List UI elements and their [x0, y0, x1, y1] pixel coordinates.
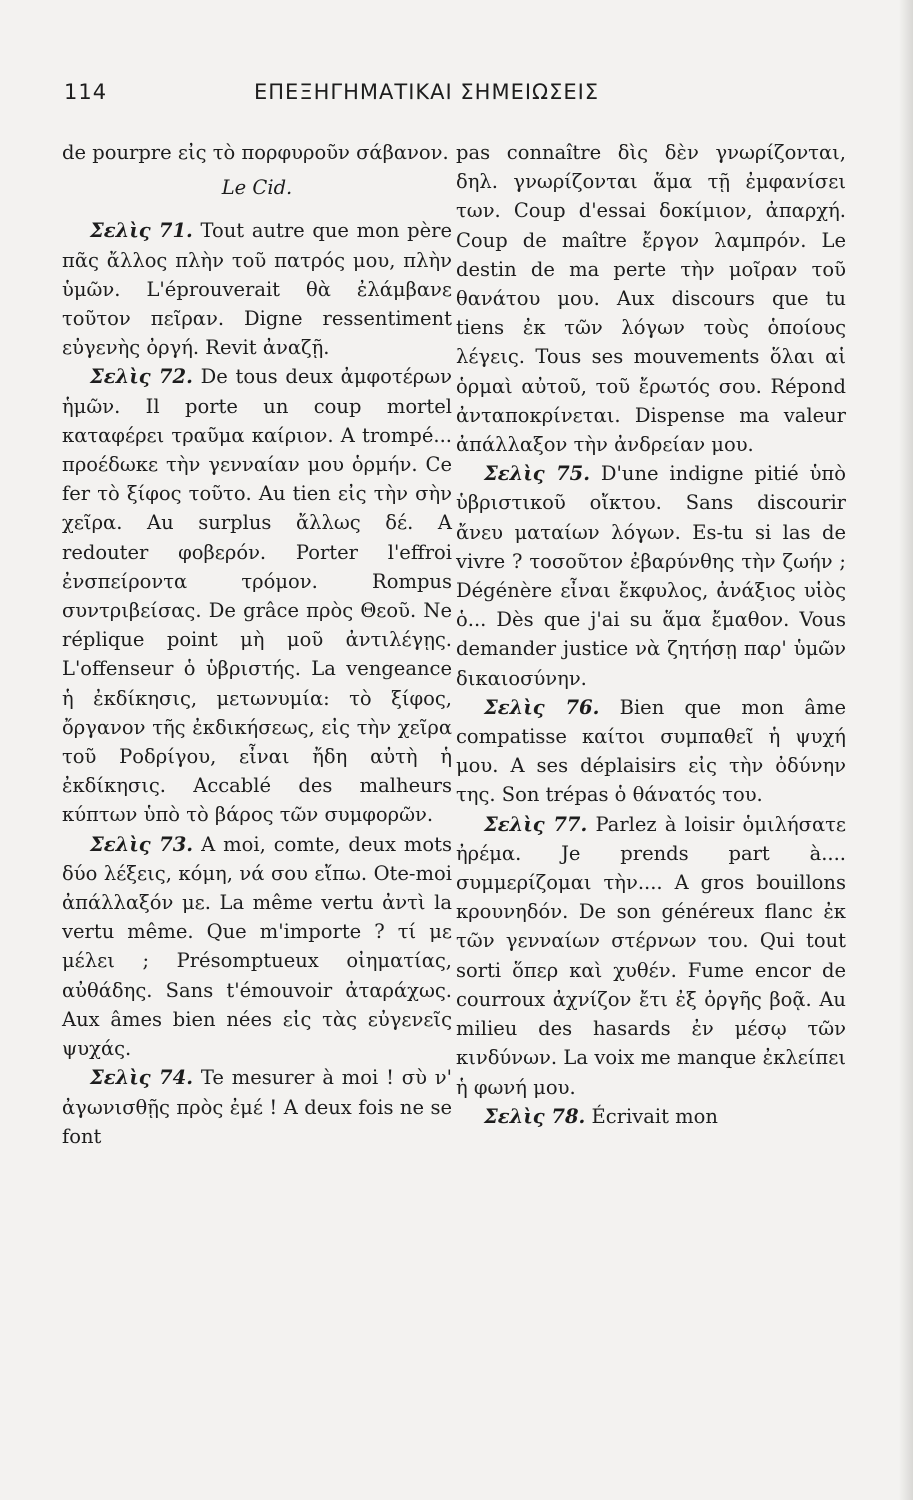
attribution: Le Cid.: [221, 176, 293, 200]
entry-71: [62, 216, 452, 362]
running-title: ΕΠΕΞΗΓΗΜΑΤΙΚΑΙ ΣΗΜΕΙΩΣΕΙΣ: [254, 80, 600, 104]
entry-74: [62, 1063, 452, 1151]
entry-label: Σελὶς 73.: [90, 832, 194, 856]
entry-75: [456, 459, 846, 693]
left-continuation-paragraph: de pourpre εἰς τὸ πορφυροῦν σάβανον.: [62, 141, 449, 164]
entry-text: Tout autre que mon père πᾶς ἄλλος πλὴν τοῦ πατρός μου, πλὴν ὑμῶν. L'éprouverait θὰ ἐλάμβανε τοῦτον πεῖραν. Digne ressentiment εὐγενὴς ὀργή. Revit ἀναζῇ.: [62, 219, 453, 360]
entry-label: Σελὶς 76.: [484, 695, 600, 719]
entry-text: D'une indigne pitié ὑπὸ ὑβριστικοῦ οἴκτου. Sans discourir ἄνευ ματαίων λόγων. Es-tu si las de vivre ? τοσοῦτον ἐβαρύνθης τὴν ζωήν ; Dégénère εἶναι ἔκφυλος, ἀνάξιος υἱὸς ὁ... Dès que j'ai su ἅμα ἔμαθον. Vous demander justice νὰ ζητήσῃ παρ' ὑμῶν δικαιοσύνην.: [456, 462, 846, 690]
entry-label: Σελὶς 74.: [90, 1066, 193, 1090]
entry-text: De tous deux ἀμφοτέρων ἡμῶν. Il porte un coup mortel καταφέρει τραῦμα καίριον. A trompé... προέδωκε τὴν γενναίαν μου ὁρμήν. Ce fer τὸ ξίφος τοῦτο. Au tien εἰς τὴν σὴν χεῖρα. Au surplus ἄλλως δέ. A redouter φοβερόν. Porter l'effroi ἐνσπείροντα τρόμον. Rompus συντριβείσας. De grâce πρὸς Θεοῦ. Ne réplique point μὴ μοῦ ἀντιλέγῃς. L'offenseur ὁ ὑβριστής. La vengeance ἡ ἐκδίκησις, μετωνυμία: τὸ ξίφος, ὄργανον τῆς ἐκδικήσεως, εἰς τὴν χεῖρα τοῦ Ροδρίγου, εἶναι ἤδη αὐτὴ ἡ ἐκδίκησις. Accablé des malheurs κύπτων ὑπὸ τὸ βάρος τῶν συμφορῶν.: [62, 365, 452, 827]
page-header: [64, 80, 844, 120]
entry-text: Parlez à loisir ὁμιλήσατε ἠρέμα. Je prends part à.... συμμερίζομαι τὴν.... A gros bouillons κρουνηδόν. De son généreux flanc ἐκ τῶν γενναίων στέρνων του. Qui tout sorti ὅπερ καὶ χυθέν. Fume encor de courroux ἀχνίζον ἔτι ἐξ ὀργῆς βοᾷ. Au milieu des hasards ἐν μέσῳ τῶν κινδύνων. La voix me manque ἐκλείπει ἡ φωνή μου.: [456, 812, 847, 1099]
entry-76: [456, 693, 846, 810]
entry-label: Σελὶς 72.: [90, 365, 193, 389]
entry-text: A moi, comte, deux mots δύο λέξεις, κόμη, νά σου εἴπω. Ote-moi ἀπάλλαξόν με. La même vertu ἀντὶ la vertu même. Que m'importe ? τί με μέλει ; Présomptueux οἰηματίας, αὐθάδης. Sans t'émouvoir ἀταράχως. Aux âmes bien nées εἰς τὰς εὐγενεῖς ψυχάς.: [62, 832, 453, 1061]
entry-78: [456, 1102, 846, 1131]
right-continuation-paragraph: pas connaître δὶς δὲν γνωρίζονται, δηλ. γνωρίζονται ἅμα τῇ ἐμφανίσει των. Coup d'essai δοκίμιον, ἀπαρχή. Coup de maître ἔργον λαμπρόν. Le destin de ma perte τὴν μοῖραν τοῦ θανάτου μου. Aux discours que tu tiens ἐκ τῶν λόγων τοὺς ὁποίους λέγεις. Tous ses mouvements ὅλαι αἱ ὁρμαὶ αὐτοῦ, τοῦ ἔρωτός σου. Répond ἀνταποκρίνεται. Dispense ma valeur ἀπάλλαξον τὴν ἀνδρείαν μου.: [456, 141, 846, 457]
entry-text: Écrivait mon: [591, 1104, 718, 1128]
entry-text: Bien que mon âme compatisse καίτοι συμπαθεῖ ἡ ψυχή μου. A ses déplaisirs εἰς τὴν ὀδύνην της. Son trépas ὁ θάνατός του.: [456, 695, 846, 807]
entry-label: Σελὶς 71.: [90, 219, 193, 243]
entry-72: [62, 362, 452, 829]
left-column: [62, 138, 452, 1151]
entry-label: Σελὶς 75.: [484, 462, 591, 486]
entry-label: Σελὶς 77.: [484, 812, 588, 836]
entry-73: [62, 830, 452, 1064]
entry-label: Σελὶς 78.: [484, 1104, 586, 1128]
entry-77: [456, 810, 846, 1102]
entry-text: Te mesurer à moi ! σὺ ν' ἀγωνισθῇς πρὸς ἐμέ ! A deux fois ne se font: [62, 1066, 452, 1148]
page-number: 114: [64, 80, 108, 104]
right-column: [456, 138, 846, 1131]
